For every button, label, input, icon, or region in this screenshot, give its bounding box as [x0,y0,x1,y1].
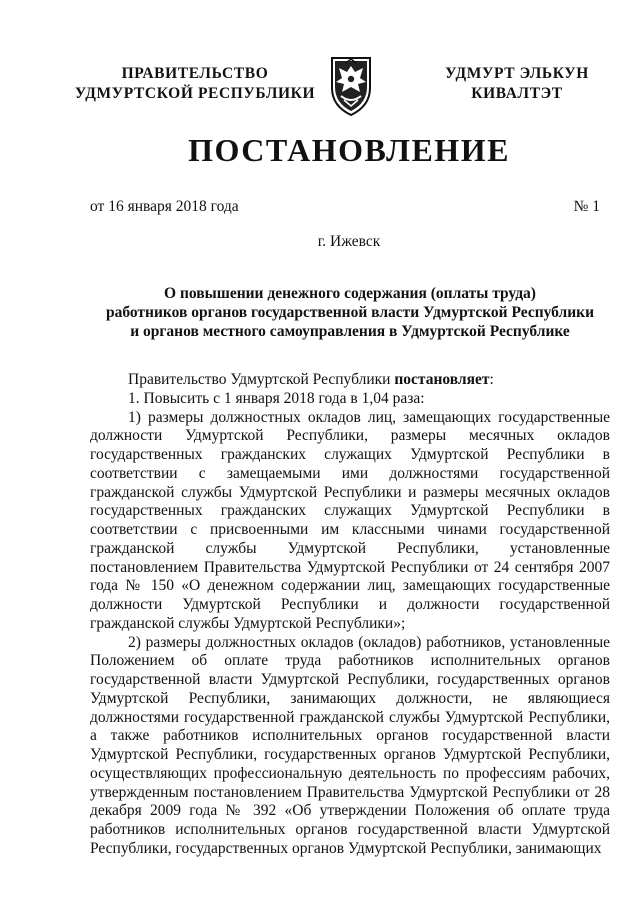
coat-of-arms-icon [326,54,376,118]
subject-line-2: работников органов государственной власти Удмуртской Республики [105,304,595,321]
document-type-title: ПОСТАНОВЛЕНИЕ [188,132,510,168]
paragraph-subitem-1: 1) размеры должностных окладов лиц, замещающих государственные должности Удмуртской Республики, размеры месячных окладов государственных гражданских служащих Удмуртской Республики в соответствии с замещаемыми ими должностями государственной гражданской службы Удмуртской Республики и размеры месячных окладов государственных гражданских служащих Удмуртской Республики в соответствии с присвоенными им классными чинами государственной гражданской службы Удмуртской Республики, установленные постановлением Правительства Удмуртской Республики от 24 сентября 2007 года № 150 «О денежном содержании лиц, замещающих государственные должности Удмуртской Республики и должности государственной гражданской службы Удмуртской Республики»; [90,408,610,632]
subject-line-3: и органов местного самоуправления в Удмуртской Республике [130,323,570,340]
body-intro [90,371,610,390]
intro-text: Правительство Удмуртской Республики [128,371,395,388]
government-name-line-1: ПРАВИТЕЛЬСТВО [121,65,269,82]
document-subject [90,284,610,341]
paragraph-item-1: 1. Повысить с 1 января 2018 года в 1,04 раза: [128,389,425,407]
intro-decree-word: постановляет [394,371,490,388]
intro-colon: : [489,371,494,388]
paragraph-subitem-2: 2) размеры должностных окладов (окладов) работников, установленные Положением об оплате труда работников исполнительных органов государственной власти Удмуртской Республики, государственных органов Удмуртской Республики, занимающих должности, не являющиеся должностями государственной гражданской службы Удмуртской Республики, а также работников исполнительных органов государственной власти Удмуртской Республики, государственных органов Удмуртской Республики, осуществляющих профессиональную деятельность по профессиям рабочих, утвержденным постановлением Правительства Удмуртской Республики от 28 декабря 2009 года № 392 «Об утверждении Положения об оплате труда работников исполнительных органов государственной власти Удмуртской Республики, государственных органов Удмуртской Республики, занимающих [90,633,610,857]
government-name-russian [60,64,330,104]
government-name-udmurt [412,64,622,104]
udmurt-name-line-1: УДМУРТ ЭЛЬКУН [445,65,589,82]
udmurt-name-line-2: КИВАЛТЭТ [471,85,563,102]
document-date: от 16 января 2018 года [90,198,239,215]
government-name-line-2: УДМУРТСКОЙ РЕСПУБЛИКИ [74,85,316,102]
document-body [90,371,610,859]
subject-line-1: О повышении денежного содержания (оплаты труда) [164,285,536,302]
document-city: г. Ижевск [317,233,381,250]
document-number: № 1 [573,198,600,215]
